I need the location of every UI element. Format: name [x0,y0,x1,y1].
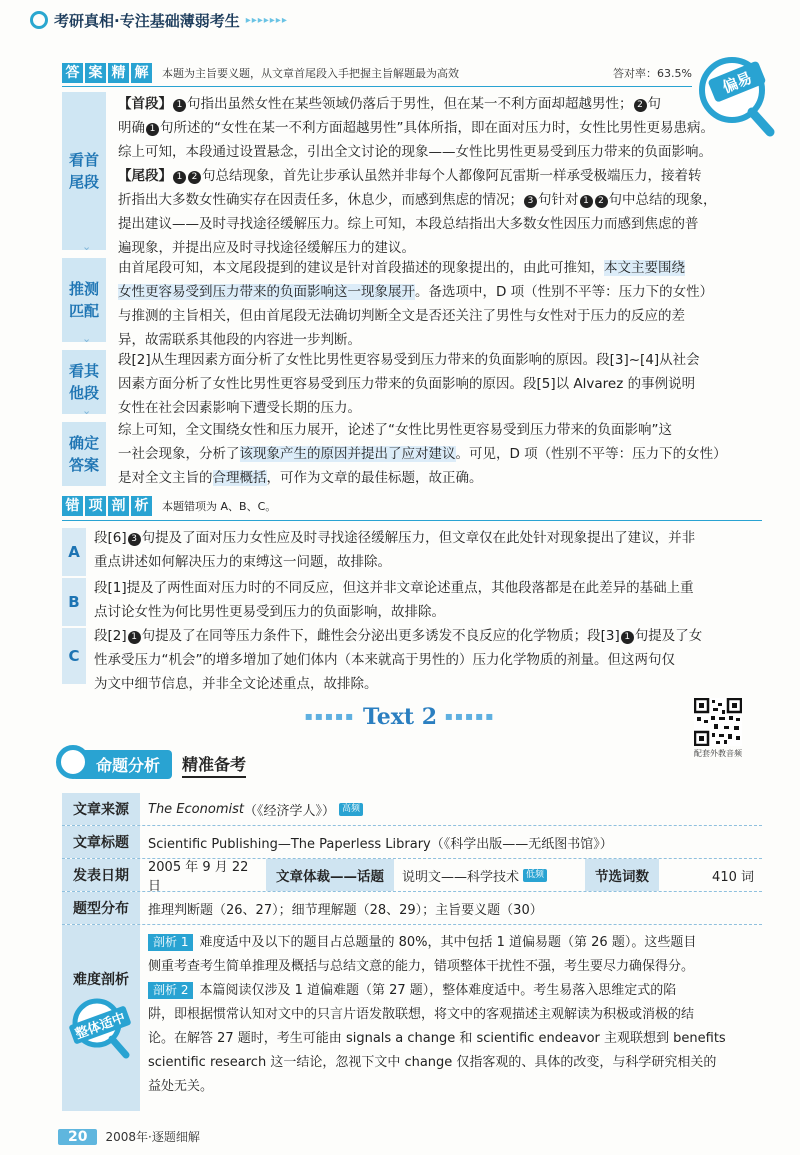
highlight-text: 合理概括 [212,470,267,486]
text: 一社会现象，分析了 [118,446,240,462]
table-row [62,892,762,925]
text: ，可作为文章的最佳标题，故正确。 [266,470,483,486]
chevron-down-icon: ⌄ [82,240,92,253]
text: 段[1]提及了两性面对压力时的不同反应，但这并非文章论述重点，其他段落都是在此差异的基础上重 [94,580,694,596]
words-label: 节选词数 [585,859,659,891]
option-b-label: B [62,578,86,626]
types-value: 推理判断题（26、27）；细节理解题（28、29）；主旨要义题（30） [148,902,543,918]
analysis-heading [62,750,246,779]
header-title: 考研真相·专注基础薄弱考生 [54,11,240,30]
answer-section-bar [62,62,692,84]
row-label: 发表日期 [62,859,140,891]
analysis-tag: 剖析 2 [148,982,193,999]
section-label-infer [62,258,106,342]
text: 益处无关。 [148,1079,214,1094]
wrong-tag [62,496,154,516]
section-confirm-text [118,418,758,490]
wrong-tag-char: 错 [62,496,83,516]
text: 是对全文主旨的 [118,470,213,486]
text: 性承受压力“机会”的增多增加了她们体内（本来就高于男性的）压力化学物质的剂量。但这两句仅 [94,652,675,668]
circle-1-icon: 1 [173,171,186,184]
chevron-down-icon: ⌄ [82,404,92,417]
page-footer [58,1128,200,1145]
section-label-text: 推测匹配 [68,280,99,320]
genre-label: 文章体裁——话题 [266,859,394,891]
option-b-text [94,576,766,624]
section-infer-text [118,256,758,352]
diff-badge-text: 整体适中 [73,1010,128,1043]
answer-subtitle: 本题为主旨要义题，从文章首尾段入手把握主旨解题最为高效 [162,67,459,80]
text: 本篇阅读仅涉及 1 道偏难题（第 27 题），整体难度适中。考生易落入思维定式的陷 [199,983,677,998]
magnifier-badge-icon [64,993,138,1067]
text: 明确 [118,120,145,136]
section-other-text [118,348,758,420]
circle-2-icon: 2 [188,171,201,184]
table-row [62,826,762,859]
dots-decoration: ▪▪▪▪▪ [304,709,356,723]
circle-3-icon: 3 [128,533,141,546]
text: 句 [647,96,661,112]
footer-title: 2008年·逐题细解 [105,1130,200,1144]
divider [62,86,692,87]
source-en: The Economist [148,801,244,817]
circle-2-icon: 2 [595,195,608,208]
wrong-options-bar [62,496,276,516]
table-row [62,793,762,826]
text: 为文中细节信息，并非全文论述重点，故排除。 [94,676,378,692]
highlight-text: 该现象产生的原因并提出了应对建议 [239,446,456,462]
dots-decoration: ▪▪▪▪▪ [444,709,496,723]
circle-1-icon: 1 [128,631,141,644]
highlight-text: 本文主要围绕 [604,260,685,276]
text: 由首尾段可知，本文尾段提到的建议是针对首段描述的现象提出的，由此可推知， [118,260,604,276]
text: 女性在社会因素影响下遭受长期的压力。 [118,400,361,416]
qr-code[interactable] [694,698,742,746]
analysis-title: 命题分析 [96,756,161,775]
text: 句总结现象，首先让步承认虽然并非每个人都像阿瓦雷斯一样承受极端压力，接着转 [202,168,702,184]
chevron-down-icon: ⌄ [82,332,92,345]
wrong-tag-char: 剖 [108,496,129,516]
option-c-label: C [62,628,86,684]
text: 重点讲述如何解决压力的束缚这一问题，故排除。 [94,554,391,570]
wrong-tag-char: 项 [85,496,106,516]
answer-tag-char: 精 [108,63,129,83]
answer-tag-char: 案 [85,63,106,83]
answer-tag-char: 答 [62,63,83,83]
divider [62,520,762,521]
text: 折指出大多数女性确实存在因责任多，休息少，而感到焦虑的情况； [118,192,523,208]
diff-label: 难度剖析 [73,972,129,988]
text: 与推测的主旨相关，但由首尾段无法确切判断全文是否还关注了男性与女性对于压力的反应的差 [118,308,685,324]
answer-tag-char: 解 [131,63,152,83]
row-label: 题型分布 [62,892,140,924]
section-label-confirm [62,422,106,486]
words-value: 410 词 [712,869,754,885]
text: 难度适中及以下的题目占总题量的 80%，其中包括 1 道偏易题（第 26 题）。这些题目 [199,935,697,950]
analysis-subtitle: 精准备考 [182,752,246,778]
text: 段[2] [94,628,127,644]
text: 说明文——科学技术 [402,869,520,885]
genre-value [394,859,585,891]
page-header [30,8,288,32]
analysis-tag: 剖析 1 [148,934,193,951]
text: 句提及了女 [634,628,703,644]
text: 论。在解答 27 题时，考生可能由 signals a change 和 scientific endeavor 主观联想到 benefits [148,1031,726,1046]
section-label-head-tail [62,92,106,250]
circle-1-icon: 1 [146,123,159,136]
text: 段[2]从生理因素方面分析了女性比男性更容易受到压力带来的负面影响的原因。段[3]~[4]从社会 [118,352,700,368]
text: 。可见，D 项（性别不平等：压力下的女性） [455,446,727,462]
text: 句提及了面对压力女性应及时寻找途径缓解压力，但文章仅在此处针对现象提出了建议，并非 [141,530,696,546]
magnifier-icon [56,745,90,779]
analysis-table [62,793,762,1111]
search-q-icon [30,11,48,29]
qr-caption: 配套外教音频 [694,749,742,758]
label-last-para: 【尾段】 [118,168,172,184]
source-cn: （《经济学人》） [243,803,335,819]
text: 段[6] [94,530,127,546]
text: 侧重考查考生简单推理及概括与总结文意的能力，错项整体干扰性不强，考生要尽力确保得分。 [148,959,695,974]
circle-3-icon: 3 [524,195,537,208]
text: 句提及了在同等压力条件下，雌性会分泌出更多诱发不良反应的化学物质；段[3] [141,628,620,644]
text: 点讨论女性为何比男性更易受到压力的负面影响，故排除。 [94,604,445,620]
text: 遍现象，并提出应及时寻找途径缓解压力的建议。 [118,240,415,256]
frequency-badge: 低频 [523,869,547,882]
option-a-label: A [62,528,86,576]
highlight-text: 女性更容易受到压力带来的负面影响这一现象展开 [118,284,415,300]
row-label: 文章标题 [62,826,140,858]
text2-heading [0,704,800,730]
circle-1-icon: 1 [580,195,593,208]
table-row [62,859,762,892]
text: 句所述的“女性在某一不利方面超越男性”具体所指，即在面对压力时，女性比男性更易患病。 [160,120,714,136]
text: 句中总结的现象， [608,192,717,208]
row-label [62,925,140,1111]
text: 提出建议——及时寻找途径缓解压力。综上可知，本段总结指出大多数女性因压力而感到焦虑的普 [118,216,699,232]
wrong-tag-char: 析 [131,496,152,516]
text: scientific research 这一结论，忽视下文中 change 仅指客观的、具体的改变，与科学研究相关的 [148,1055,717,1070]
text: 异，故需联系其他段的内容进一步判断。 [118,332,361,348]
accuracy-rate: 答对率：63.5% [613,67,692,80]
date-value: 2005 年 9 月 22 日 [148,860,249,894]
text2-title: Text 2 [362,704,438,730]
wrong-subtitle: 本题错项为 A、B、C。 [162,500,277,513]
option-c-text [94,624,766,696]
text: 综上可知，全文围绕女性和压力展开，论述了“女性比男性更容易受到压力带来的负面影响”这 [118,422,672,438]
analysis-title-pill [62,750,172,779]
section-label-text: 看首尾段 [68,151,99,191]
text: 因素方面分析了女性比男性更容易受到压力带来的负面影响的原因。段[5]以 Alvarez 的事例说明 [118,376,696,392]
text: 综上可知，本段通过设置悬念，引出全文讨论的现象——女性比男性更易受到压力带来的负面影响。 [118,144,712,160]
section-label-text: 确定答案 [68,434,99,474]
section-head-tail-text [118,92,758,260]
arrows-icon: ▸▸▸▸▸▸▸ [245,14,288,26]
title-value: Scientific Publishing—The Paperless Library（《科学出版——无纸图书馆》） [148,836,613,852]
option-a-text [94,526,766,574]
row-label: 文章来源 [62,793,140,825]
page-number: 20 [58,1129,97,1145]
circle-2-icon: 2 [634,99,647,112]
answer-tag [62,63,154,83]
text: 阱，即根据惯常认知对文中的只言片语发散联想，将文中的客观描述主观解读为积极或消极的结 [148,1007,695,1022]
source-value [140,793,762,825]
circle-1-icon: 1 [621,631,634,644]
circle-1-icon: 1 [173,99,186,112]
text: 句指出虽然女性在某些领域仍落后于男性，但在某一不利方面却超越男性； [187,96,633,112]
label-first-para: 【首段】 [118,96,172,112]
frequency-badge: 高频 [339,803,363,816]
qr-code-icon [694,698,742,746]
table-row [62,925,762,1111]
section-label-text: 看其他段 [68,362,99,402]
difficulty-analysis [140,925,762,1111]
text: 句针对 [538,192,579,208]
difficulty-label: 偏易 [720,68,755,97]
text: 。备选项中，D 项（性别不平等：压力下的女性） [415,284,714,300]
